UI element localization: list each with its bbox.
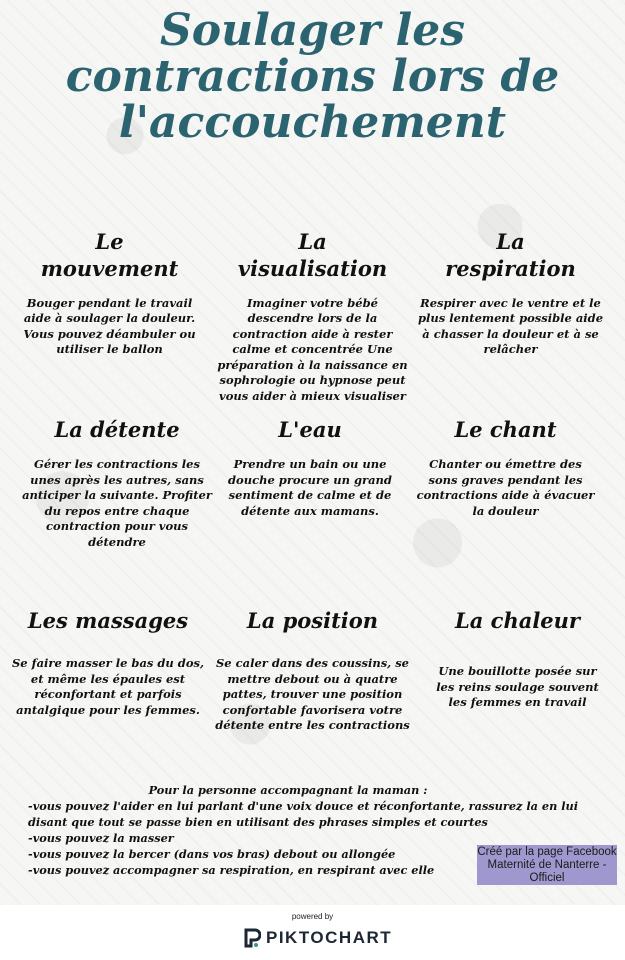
tip-title: Le mouvement xyxy=(40,229,179,282)
tip-title: Le chant xyxy=(454,417,557,442)
companion-line: -vous pouvez accompagner sa respiration, en respirant avec elle xyxy=(28,863,435,877)
tip-text: Se caler dans des coussins, se mettre debout ou à quatre pattes, trouver une position confortable favorisera votre détente entre les contractions xyxy=(215,656,410,733)
tip-text: Prendre un bain ou une douche procure un grand sentiment de calme et de détente aux mamans. xyxy=(228,457,392,518)
tip-text: Une bouillotte posée sur les reins soulage souvent les femmes en travail xyxy=(436,664,599,710)
companion-line: -vous pouvez la masser xyxy=(28,831,174,845)
piktochart-logo-icon xyxy=(243,928,261,948)
tip-chant xyxy=(413,416,598,519)
tip-mouvement xyxy=(17,228,202,358)
tip-text: Chanter ou émettre des sons graves pendant les contractions aide à évacuer la douleur xyxy=(416,457,595,518)
tip-title: La respiration xyxy=(445,229,576,282)
tip-chaleur xyxy=(430,607,605,711)
tip-title: La position xyxy=(246,608,379,633)
tip-visualisation xyxy=(215,228,410,404)
credit-box: Créé par la page Facebook Maternité de Nanterre - Officiel xyxy=(477,846,617,884)
piktochart-wordmark: PIKTOCHART xyxy=(266,928,393,947)
companion-intro: Pour la personne accompagnant la maman : xyxy=(148,783,428,797)
tip-text: Bouger pendant le travail aide à soulager la douleur. Vous pouvez déambuler ou utiliser le ballon xyxy=(23,295,196,357)
tip-position xyxy=(215,607,410,734)
tip-detente xyxy=(17,416,217,550)
tip-eau xyxy=(220,416,400,519)
piktochart-logo[interactable] xyxy=(243,927,393,949)
tip-title: L'eau xyxy=(278,417,342,442)
tip-text: Respirer avec le ventre et le plus lentement possible aide à chasser la douleur et à se relâcher xyxy=(417,295,604,357)
brand-footer xyxy=(0,905,625,960)
tip-massages xyxy=(8,607,208,718)
tip-title: Les massages xyxy=(27,608,189,633)
tip-title: La visualisation xyxy=(237,229,388,282)
tip-respiration xyxy=(413,228,608,358)
tip-text: Se faire masser le bas du dos, et même les épaules est réconfortant et parfois antalgique pour les femmes. xyxy=(12,656,204,717)
page-title: Soulager les contractions lors de l'accouchement xyxy=(65,5,560,148)
tip-title: La chaleur xyxy=(454,608,580,633)
tip-title: La détente xyxy=(54,417,180,442)
tip-text: Imaginer votre bébé descendre lors de la contraction aide à rester calme et concentrée Une préparation à la naissance en sophrologie ou hypnose peut vous aider à mieux visualiser xyxy=(217,295,408,403)
powered-by-label: powered by xyxy=(291,912,334,921)
tip-text: Gérer les contractions les unes après les autres, sans anticiper la suivante. Profiter du repos entre chaque contraction pour vous détendre xyxy=(22,457,212,549)
companion-line: -vous pouvez l'aider en lui parlant d'une voix douce et réconfortante, rassurez la en lui disant que tout se passe bien en utilisant des phrases simples et courtes xyxy=(28,799,579,829)
companion-line: -vous pouvez la bercer (dans vos bras) debout ou allongée xyxy=(28,847,396,861)
